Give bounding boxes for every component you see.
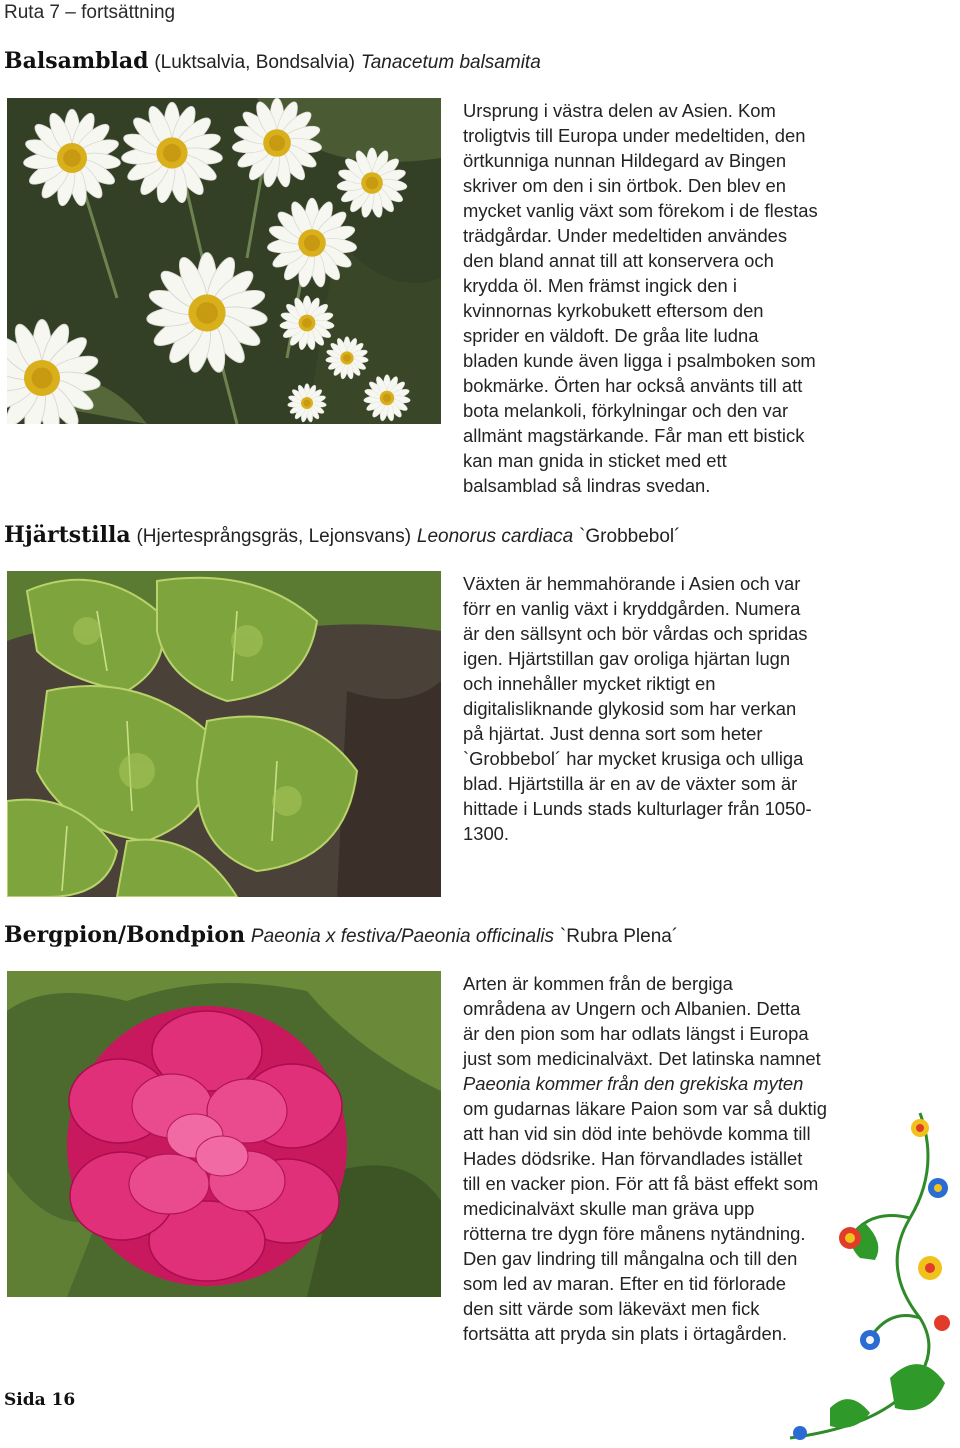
plant-cultivar: `Grobbebol´: [579, 526, 681, 547]
text-line: är den sällsynt och bör vårdas och spridas: [463, 623, 808, 644]
section-text-hjartstilla: [463, 571, 893, 846]
text-line: den bland annat till att konservera och: [463, 250, 774, 271]
section-heading-hjartstilla: [4, 522, 680, 548]
text-line: Hades dödsrike. Han förvandlades istället: [463, 1148, 803, 1169]
text-line: Växten är hemmahörande i Asien och var: [463, 573, 801, 594]
text-line: Paeonia kommer från den grekiska myten: [463, 1073, 804, 1094]
text-line: hittade i Lunds stads kulturlager från 1050-: [463, 798, 812, 819]
section-heading-bergpion: [4, 922, 678, 948]
text-line: fortsätta att pryda sin plats i örtagården.: [463, 1323, 788, 1344]
text-line: om gudarnas läkare Paion som var så duktig: [463, 1098, 827, 1119]
text-line: krydda öl. Men främst ingick den i: [463, 275, 737, 296]
text-line: kvinnornas kyrkobukett eftersom den: [463, 300, 764, 321]
plant-latin-name: Leonorus cardiaca: [416, 526, 574, 547]
plant-cultivar: `Rubra Plena´: [559, 926, 679, 947]
text-line: rötterna tre dygn före månens nytändning.: [463, 1223, 806, 1244]
text-line: områdena av Ungern och Albanien. Detta: [463, 998, 801, 1019]
text-line: är den pion som har odlats längst i Europa: [463, 1023, 809, 1044]
text-line: bota melankoli, förkylningar och den var: [463, 400, 789, 421]
text-line: Ursprung i västra delen av Asien. Kom: [463, 100, 776, 121]
section-text-balsamblad: [463, 98, 893, 498]
text-line: blad. Hjärtstilla är en av de växter som är: [463, 773, 798, 794]
text-line: digitalisliknande glykosid som har verkan: [463, 698, 797, 719]
text-line: örtkunniga nunnan Hildegard av Bingen: [463, 150, 787, 171]
text-line: förr en vanlig växt i kryddgården. Numera: [463, 598, 801, 619]
text-line: just som medicinalväxt. Det latinska namnet: [463, 1048, 821, 1069]
floral-vine-ornament: [770, 1108, 960, 1443]
section-heading-balsamblad: [4, 48, 541, 74]
text-line: balsamblad så lindras svedan.: [463, 475, 711, 496]
text-line: igen. Hjärtstillan gav oroliga hjärtan lugn: [463, 648, 791, 669]
text-line: bokmärke. Örten har också använts till att: [463, 375, 803, 396]
text-line: till en vacker pion. För att få bäst effekt som: [463, 1173, 819, 1194]
route-title: Ruta 7 – fortsättning: [4, 2, 176, 23]
text-line: sprider en väldoft. De gråa lite ludna: [463, 325, 759, 346]
text-line: mycket vanlig växt som förekom i de flestas: [463, 200, 818, 221]
text-line: `Grobbebol´ har mycket krusiga och ulliga: [463, 748, 804, 769]
plant-alt-names: (Hjertesprångsgräs, Lejonsvans): [136, 526, 412, 547]
plant-name: Bergpion/Bondpion: [4, 922, 246, 948]
plant-latin-name: Paeonia x festiva/Paeonia officinalis: [250, 926, 555, 947]
text-line: skriver om den i sin örtbok. Den blev en: [463, 175, 787, 196]
plant-name: Hjärtstilla: [4, 522, 131, 548]
text-line: medicinalväxt skulle man gräva upp: [463, 1198, 755, 1219]
daisy-flowers-photo: [7, 98, 441, 424]
text-line: och innehåller mycket riktigt en: [463, 673, 716, 694]
page-number: Sida 16: [4, 1390, 76, 1410]
text-line: på hjärtat. Just denna sort som heter: [463, 723, 763, 744]
plant-name: Balsamblad: [4, 48, 149, 74]
green-leaves-photo: [7, 571, 441, 897]
text-line: kan man gnida in sticket med ett: [463, 450, 727, 471]
text-line: den sitt värde som läkeväxt men fick: [463, 1298, 760, 1319]
text-line: Den gav lindring till mångalna och till den: [463, 1248, 798, 1269]
text-line: troligtvis till Europa under medeltiden, den: [463, 125, 806, 146]
text-line: allmänt magstärkande. Får man ett bistick: [463, 425, 805, 446]
text-line: att han vid sin död inte behövde komma till: [463, 1123, 811, 1144]
text-line: Arten är kommen från de bergiga: [463, 973, 733, 994]
text-line: 1300.: [463, 823, 510, 844]
text-line: trädgårdar. Under medeltiden användes: [463, 225, 788, 246]
plant-alt-names: (Luktsalvia, Bondsalvia): [154, 52, 356, 73]
text-line: bladen kunde även ligga i psalmboken som: [463, 350, 816, 371]
text-line: som led av maran. Efter en tid förlorade: [463, 1273, 787, 1294]
pink-peony-photo: [7, 971, 441, 1297]
plant-latin-name: Tanacetum balsamita: [360, 52, 541, 73]
